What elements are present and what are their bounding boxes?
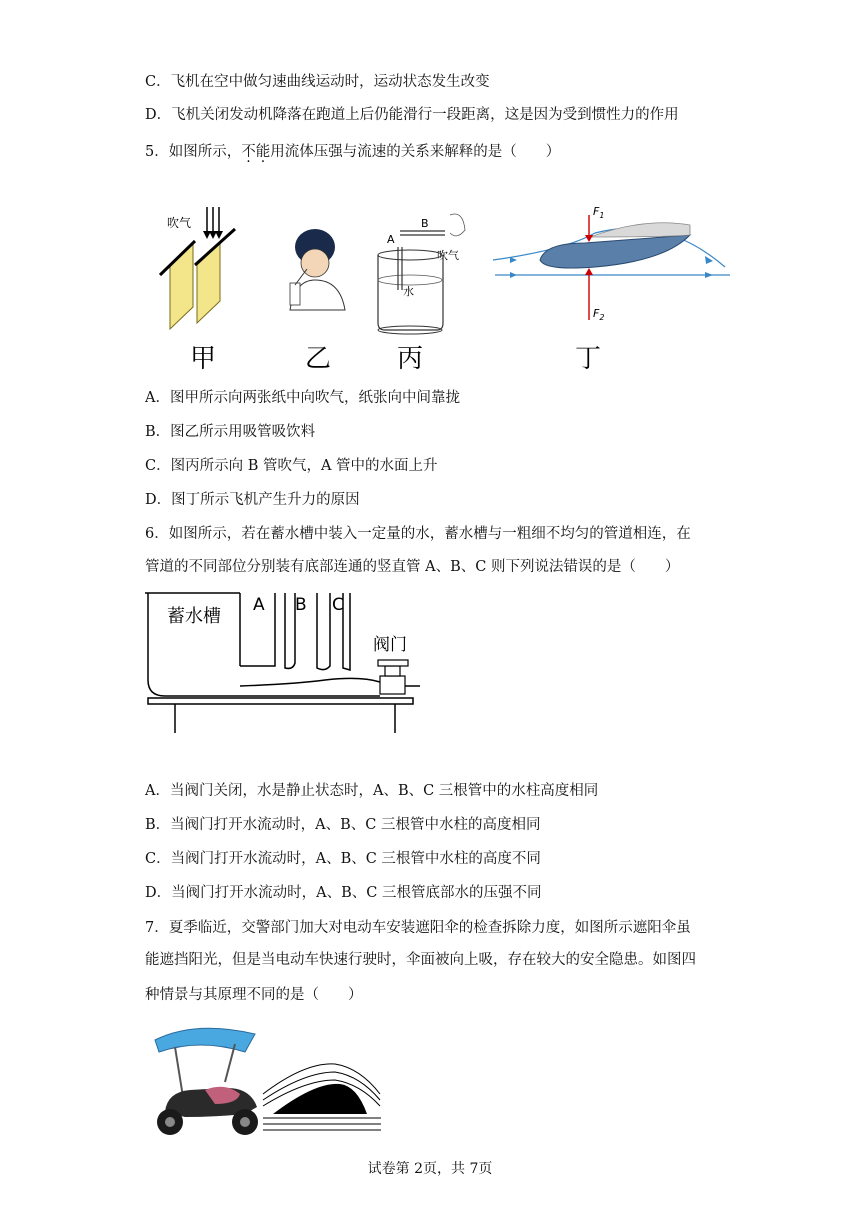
airflow-over-umbrella: [263, 1064, 381, 1130]
q6-option-c: C．当阀门打开水流动时，A、B、C 三根管中水柱的高度不同: [145, 851, 541, 867]
jia-blow-label: 吹气: [167, 216, 192, 230]
f1-label: $F_1$: [593, 205, 605, 220]
bing-water-label: 水: [403, 285, 414, 298]
bing-tube-a-label: A: [387, 233, 395, 246]
q5-stem-rest: 用流体压强与流速的关系来解释的是（ ）: [270, 144, 561, 160]
tank-label: 蓄水槽: [167, 606, 221, 627]
q4-option-c: C．飞机在空中做匀速曲线运动时，运动状态发生改变: [145, 74, 490, 90]
label-jia: 甲: [190, 344, 217, 374]
pipe-c-label: C: [332, 595, 344, 615]
q5-emphasis-1: 不: [241, 144, 256, 160]
q5-option-d: D．图丁所示飞机产生升力的原因: [145, 492, 360, 508]
q5-option-b: B．图乙所示用吸管吸饮料: [145, 424, 316, 440]
label-ding: 丁: [575, 344, 602, 374]
figure-bing: [378, 214, 465, 374]
figure-yi: [290, 229, 345, 374]
q5-option-c: C．图丙所示向 B 管吹气，A 管中的水面上升: [145, 458, 438, 474]
q5-stem: [145, 142, 560, 162]
q6-stem-line-1: 6．如图所示，若在蓄水槽中装入一定量的水，蓄水槽与一粗细不均匀的管道相连，在: [145, 526, 691, 542]
q4-option-d: D．飞机关闭发动机降落在跑道上后仍能滑行一段距离，这是因为受到惯性力的作用: [145, 107, 679, 123]
q6-option-a: A．当阀门关闭，水是静止状态时，A、B、C 三根管中的水柱高度相同: [145, 783, 599, 799]
figure-ding: [493, 205, 730, 374]
pipe-a-label: A: [253, 595, 265, 615]
q5-figure: [145, 195, 735, 375]
label-yi: 乙: [305, 344, 332, 374]
scooter-with-umbrella: [155, 1028, 258, 1135]
bing-tube-b-label: B: [421, 217, 429, 230]
q6-option-b: B．当阀门打开水流动时，A、B、C 三根管中水柱的高度相同: [145, 817, 541, 833]
label-bing: 丙: [397, 344, 424, 374]
q7-stem-line-2: 能遮挡阳光，但是当电动车快速行驶时，伞面被向上吸，存在较大的安全隐患。如图四: [145, 952, 696, 968]
q6-option-d: D．当阀门打开水流动时，A、B、C 三根管底部水的压强不同: [145, 885, 542, 901]
q6-stem-line-2: 管道的不同部位分别装有底部连通的竖直管 A、B、C 则下列说法错误的是（ ）: [145, 559, 680, 575]
page-footer: 试卷第 2页，共 7页: [367, 1161, 493, 1177]
valve-label: 阀门: [373, 635, 407, 655]
q7-stem-line-3: 种情景与其原理不同的是（ ）: [145, 987, 363, 1003]
q7-figure: [145, 1022, 385, 1142]
q5-number: 5．如图所示，: [145, 144, 242, 160]
figure-jia: [160, 207, 235, 374]
pipe-b-label: B: [295, 595, 307, 615]
bing-blow-label: 吹气: [437, 249, 459, 262]
q5-emphasis-2: 能: [255, 144, 271, 160]
q5-option-a: A．图甲所示向两张纸中向吹气，纸张向中间靠拢: [145, 390, 460, 406]
q6-figure: [145, 588, 420, 738]
f2-label: $F_2$: [593, 307, 605, 322]
q7-stem-line-1: 7．夏季临近，交警部门加大对电动车安装遮阳伞的检查拆除力度，如图所示遮阳伞虽: [145, 920, 691, 936]
